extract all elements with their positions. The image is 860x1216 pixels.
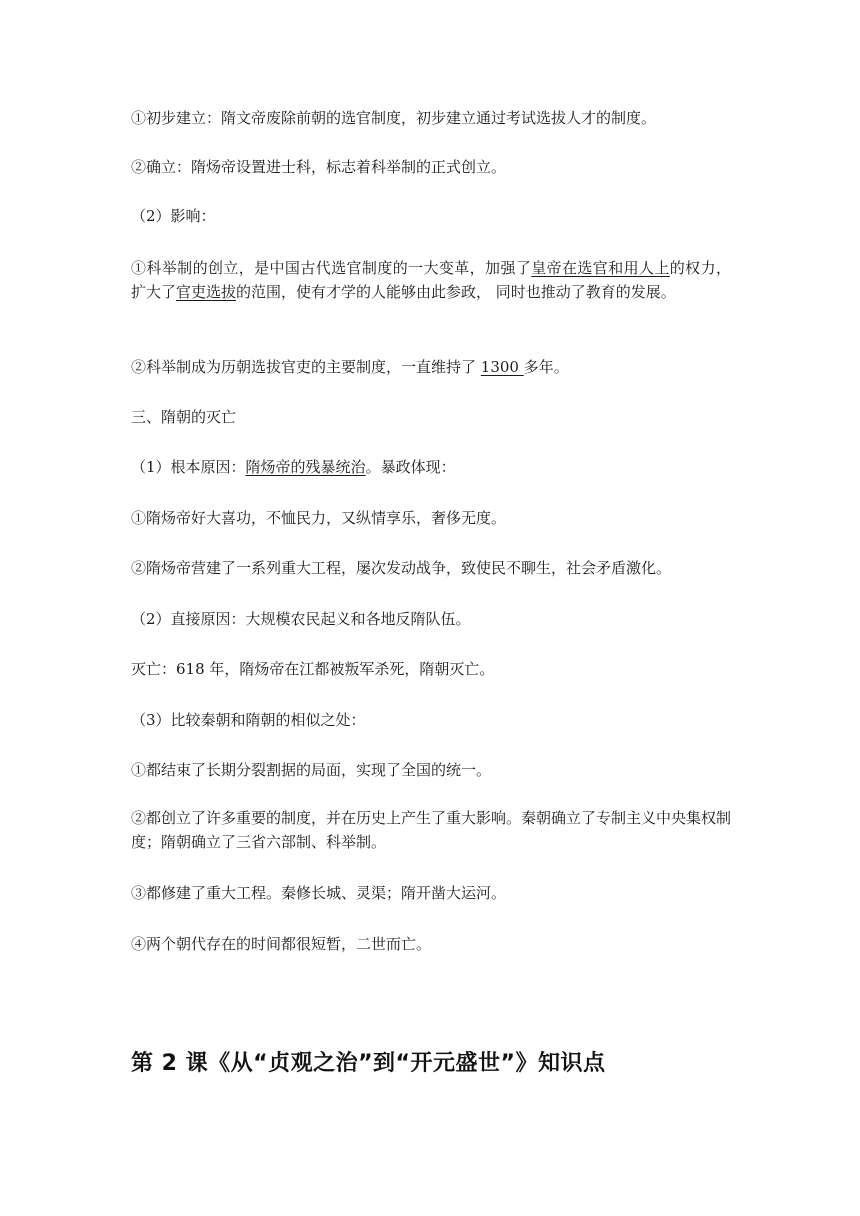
paragraph-comparison-4: ④两个朝代存在的时间都很短暂，二世而亡。 <box>131 935 432 953</box>
section-heading-sui-fall: 三、隋朝的灭亡 <box>131 408 237 426</box>
paragraph-tyranny-2: ②隋炀帝营建了一系列重大工程，屡次发动战争，致使民不聊生，社会矛盾激化。 <box>131 559 672 577</box>
paragraph-influence-1 <box>131 256 731 304</box>
underlined-text: 隋炀帝的残暴统治 <box>245 458 366 476</box>
paragraph-influence-2 <box>131 355 731 379</box>
paragraph-root-cause <box>131 455 731 479</box>
paragraph-comparison-1: ①都结束了长期分裂割据的局面，实现了全国的统一。 <box>131 761 492 779</box>
lesson-title: 第 2 课《从“贞观之治”到“开元盛世”》知识点 <box>131 1051 606 1076</box>
paragraph-fall: 灭亡：618 年，隋炀帝在江都被叛军杀死，隋朝灭亡。 <box>131 660 495 678</box>
paragraph-direct-cause: （2）直接原因：大规模农民起义和各地反隋队伍。 <box>131 610 471 628</box>
underlined-text: 官吏选拔 <box>176 283 237 301</box>
text-segment: （1）根本原因： <box>131 458 246 476</box>
underlined-number: 1300 <box>480 358 524 376</box>
paragraph-initial-establishment: ①初步建立：隋文帝废除前朝的选官制度，初步建立通过考试选拔人才的制度。 <box>131 109 657 127</box>
paragraph-comparison-heading: （3）比较秦朝和隋朝的相似之处： <box>131 711 366 729</box>
text-segment: ②科举制成为历朝选拔官吏的主要制度，一直维持了 <box>131 358 481 376</box>
text-segment: 多年。 <box>523 358 569 376</box>
paragraph-comparison-3: ③都修建了重大工程。秦修长城、灵渠；隋开凿大运河。 <box>131 884 507 902</box>
text-segment: ①科举制的创立，是中国古代选官制度的一大变革，加强了 <box>131 259 532 277</box>
paragraph-tyranny-1: ①隋炀帝好大喜功，不恤民力，又纵情享乐，奢侈无度。 <box>131 509 507 527</box>
text-segment: 的权力， 扩大了 <box>131 259 731 301</box>
subheading-influence: （2）影响： <box>131 207 216 225</box>
text-segment: 的范围，使有才学的人能够由此参政， 同时也推动了教育的发展。 <box>236 283 676 301</box>
paragraph-establishment: ②确立：隋炀帝设置进士科，标志着科举制的正式创立。 <box>131 158 507 176</box>
underlined-text: 皇帝在选官和用人上 <box>531 259 670 277</box>
paragraph-comparison-2: ②都创立了许多重要的制度，并在历史上产生了重大影响。秦朝确立了专制主义中央集权制度；隋朝确立了三省六部制、科举制。 <box>131 809 732 851</box>
text-segment: 。暴政体现： <box>365 458 456 476</box>
